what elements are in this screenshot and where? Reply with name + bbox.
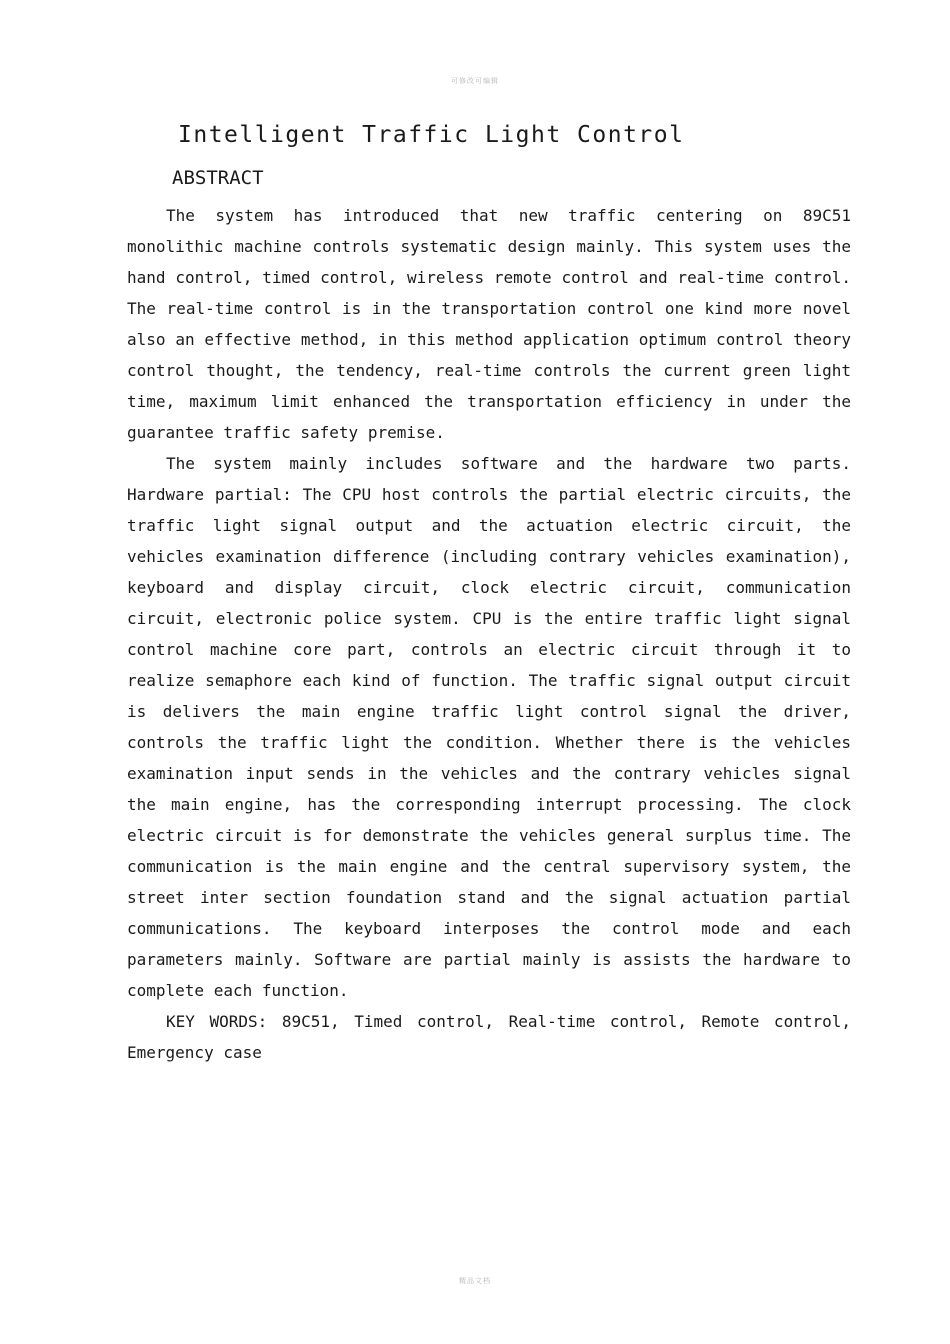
document-title: Intelligent Traffic Light Control [178, 122, 685, 148]
abstract-paragraph-2: The system mainly includes software and the hardware two parts. Hardware partial: The CPU host controls the partial electric circuits, the traffic light signal output and the actuation electric circuit, the vehicles examination difference (including contrary vehicles examination), keyboard and display circuit, clock electric circuit, communication circuit, electronic police system. CPU is the entire traffic light signal control machine core part, controls an electric circuit through it to realize semaphore each kind of function. The traffic signal output circuit is delivers the main engine traffic light control signal the driver, controls the traffic light the condition. Whether there is the vehicles examination input sends in the vehicles and the contrary vehicles signal the main engine, has the corresponding interrupt processing. The clock electric circuit is for demonstrate the vehicles general surplus time. The communication is the main engine and the central supervisory system, the street inter section foundation stand and the signal actuation partial communications. The keyboard interposes the control mode and each parameters mainly. Software are partial mainly is assists the hardware to complete each function. [127, 454, 851, 1000]
keywords-paragraph: KEY WORDS: 89C51, Timed control, Real-time control, Remote control, Emergency case [127, 1012, 851, 1062]
footer-watermark: 精品文档 [459, 1277, 491, 1285]
abstract-paragraph-1: The system has introduced that new traffic centering on 89C51 monolithic machine controls systematic design mainly. This system uses the hand control, timed control, wireless remote control and real-time control. The real-time control is in the transportation control one kind more novel also an effective method, in this method application optimum control theory control thought, the tendency, real-time controls the current green light time, maximum limit enhanced the transportation efficiency in under the guarantee traffic safety premise. [127, 206, 851, 442]
abstract-body [127, 200, 851, 1068]
header-watermark: 可修改可编辑 [451, 77, 499, 85]
abstract-heading: ABSTRACT [172, 167, 264, 189]
